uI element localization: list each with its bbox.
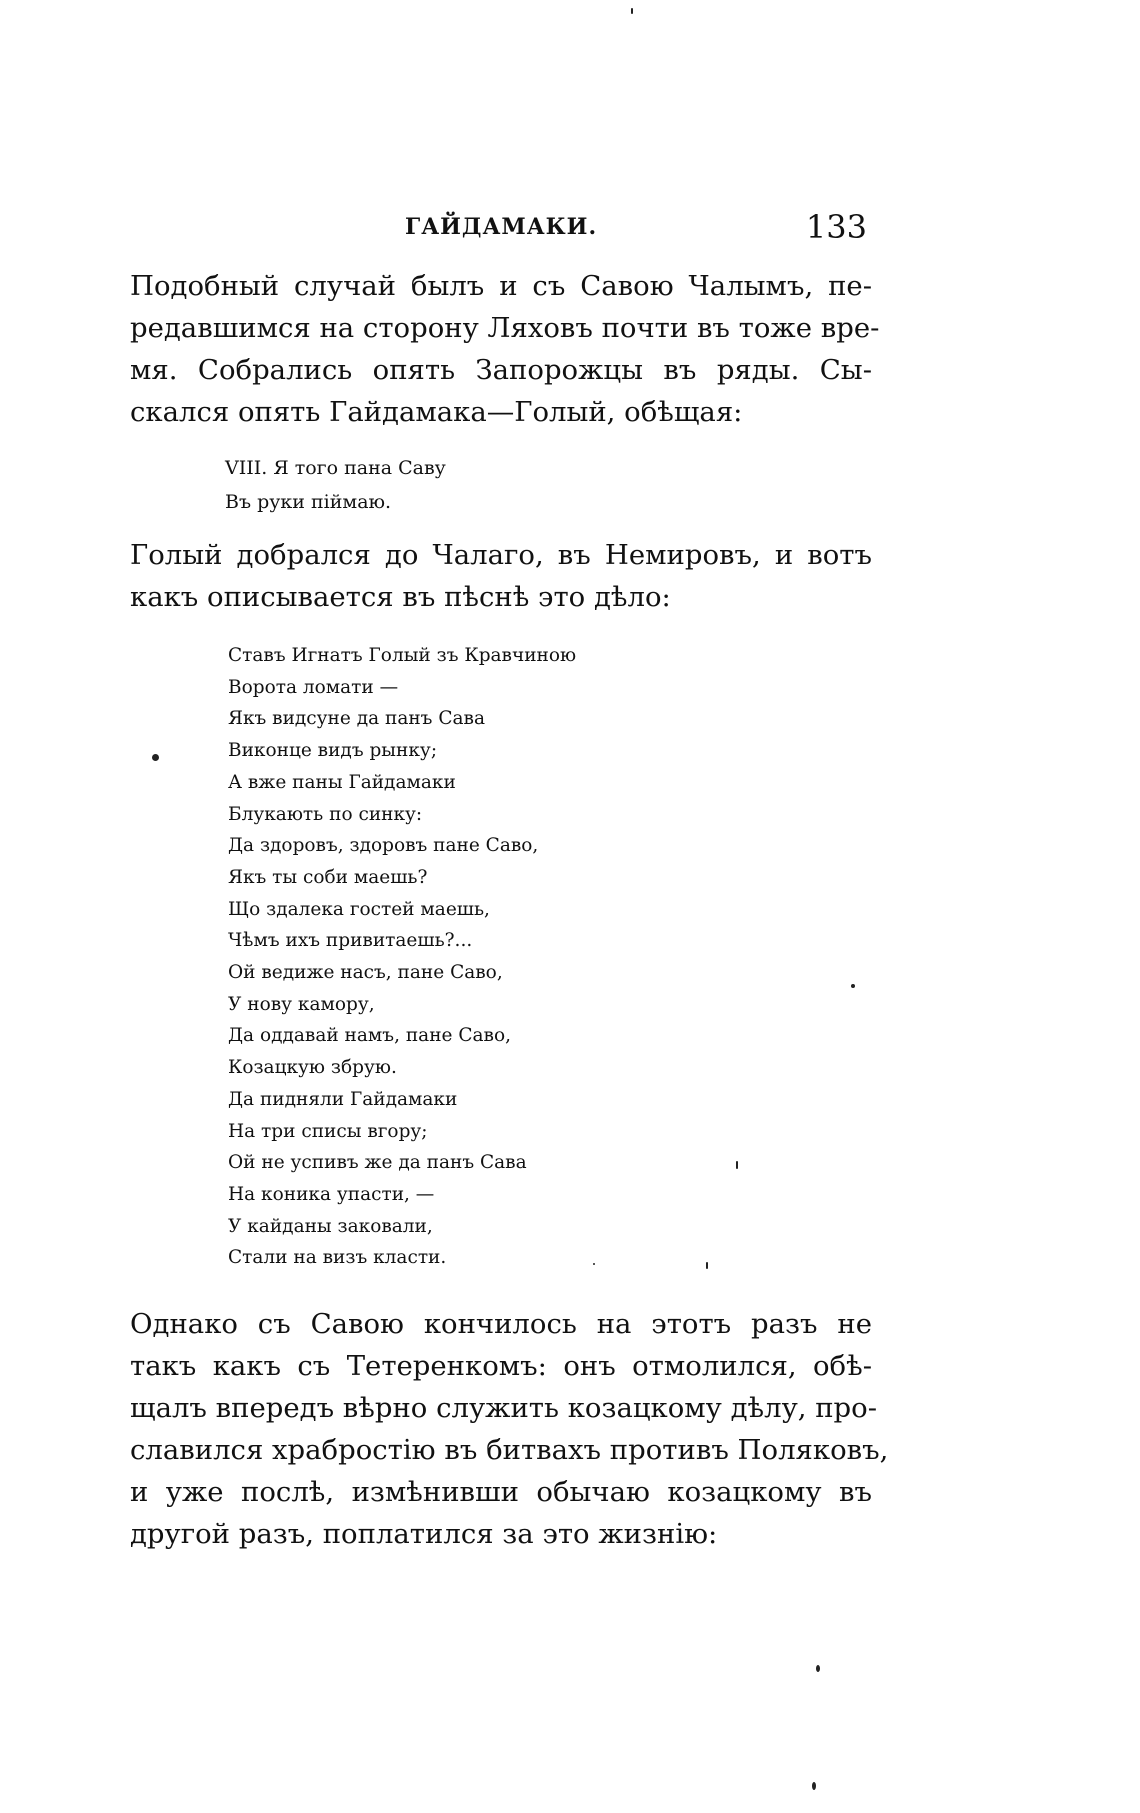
ink-speck bbox=[816, 1665, 820, 1672]
running-head bbox=[130, 208, 872, 258]
ink-speck bbox=[812, 1782, 816, 1790]
ink-speck bbox=[593, 1263, 595, 1265]
verse-line: Да оддавай намъ, пане Саво, bbox=[228, 1025, 511, 1047]
verse-line: А вже паны Гайдамаки bbox=[228, 771, 456, 793]
verse-line: Ставъ Игнатъ Голый зъ Кравчиною bbox=[228, 645, 577, 666]
verse-line: Якъ ты соби маешь? bbox=[228, 866, 428, 888]
text-line: редавшимся на сторону Ляховъ почти въ тоже вре- bbox=[130, 312, 880, 344]
text-line: мя. Собрались опять Запорожцы въ ряды. Сы- bbox=[130, 354, 872, 386]
verse-excerpt-1 bbox=[225, 451, 446, 519]
text-line: такъ какъ съ Тетеренкомъ: онъ отмолился, обѣ- bbox=[130, 1350, 872, 1382]
verse-line: Стали на визъ класти. bbox=[228, 1247, 447, 1269]
verse-line: На коника упасти, — bbox=[228, 1183, 435, 1205]
verse-line: Да здоровъ, здоровъ пане Саво, bbox=[228, 835, 539, 857]
verse-line: Ой ведиже насъ, пане Саво, bbox=[228, 962, 503, 984]
song-verse bbox=[228, 640, 576, 1274]
verse-line: На три списы вгору; bbox=[228, 1120, 428, 1142]
verse-line: Въ руки піймаю. bbox=[225, 491, 392, 513]
paragraph-3 bbox=[130, 1303, 889, 1555]
ink-speck bbox=[706, 1262, 708, 1269]
verse-line: У кайданы заковали, bbox=[228, 1215, 433, 1237]
paragraph-1 bbox=[130, 265, 880, 433]
text-line: другой разъ, поплатился за это жизнію: bbox=[130, 1518, 718, 1550]
verse-line: Ой не успивъ же да панъ Сава bbox=[228, 1152, 527, 1174]
ink-speck bbox=[631, 8, 633, 14]
text-line: щалъ впередъ вѣрно служить козацкому дѣлу, про- bbox=[130, 1392, 878, 1424]
text-line: и уже послѣ, измѣнивши обычаю козацкому въ bbox=[130, 1476, 872, 1508]
verse-line: Чѣмъ ихъ привитаешь?... bbox=[228, 930, 473, 952]
verse-line: Ворота ломати — bbox=[228, 676, 399, 698]
text-line: скался опять Гайдамака—Голый, обѣщая: bbox=[130, 396, 743, 428]
text-line: какъ описывается въ пѣснѣ это дѣло: bbox=[130, 581, 671, 613]
paragraph-2 bbox=[130, 534, 872, 618]
verse-line: Да пидняли Гайдамаки bbox=[228, 1088, 458, 1110]
text-line: Голый добрался до Чалаго, въ Немировъ, и вотъ bbox=[130, 539, 872, 571]
verse-line: Виконце видъ рынку; bbox=[228, 740, 438, 762]
page-number: 133 bbox=[805, 208, 867, 246]
verse-line: У нову камору, bbox=[228, 993, 375, 1015]
text-line: Подобный случай былъ и съ Савою Чалымъ, пе- bbox=[130, 270, 872, 302]
ink-speck bbox=[851, 984, 855, 988]
running-title: ГАЙДАМАКИ. bbox=[405, 214, 598, 240]
text-line: славился храбростію въ битвахъ противъ Поляковъ, bbox=[130, 1434, 889, 1466]
verse-line: VIII. Я того пана Саву bbox=[225, 457, 446, 479]
verse-line: Якъ видсуне да панъ Сава bbox=[228, 708, 485, 730]
ink-speck bbox=[152, 754, 159, 761]
verse-line: Блукають по синку: bbox=[228, 803, 423, 825]
verse-line: Козацкую збрую. bbox=[228, 1057, 397, 1079]
ink-speck bbox=[736, 1161, 738, 1169]
text-line: Однако съ Савою кончилось на этотъ разъ не bbox=[130, 1308, 872, 1340]
verse-line: Що здалека гостей маешь, bbox=[228, 898, 490, 920]
